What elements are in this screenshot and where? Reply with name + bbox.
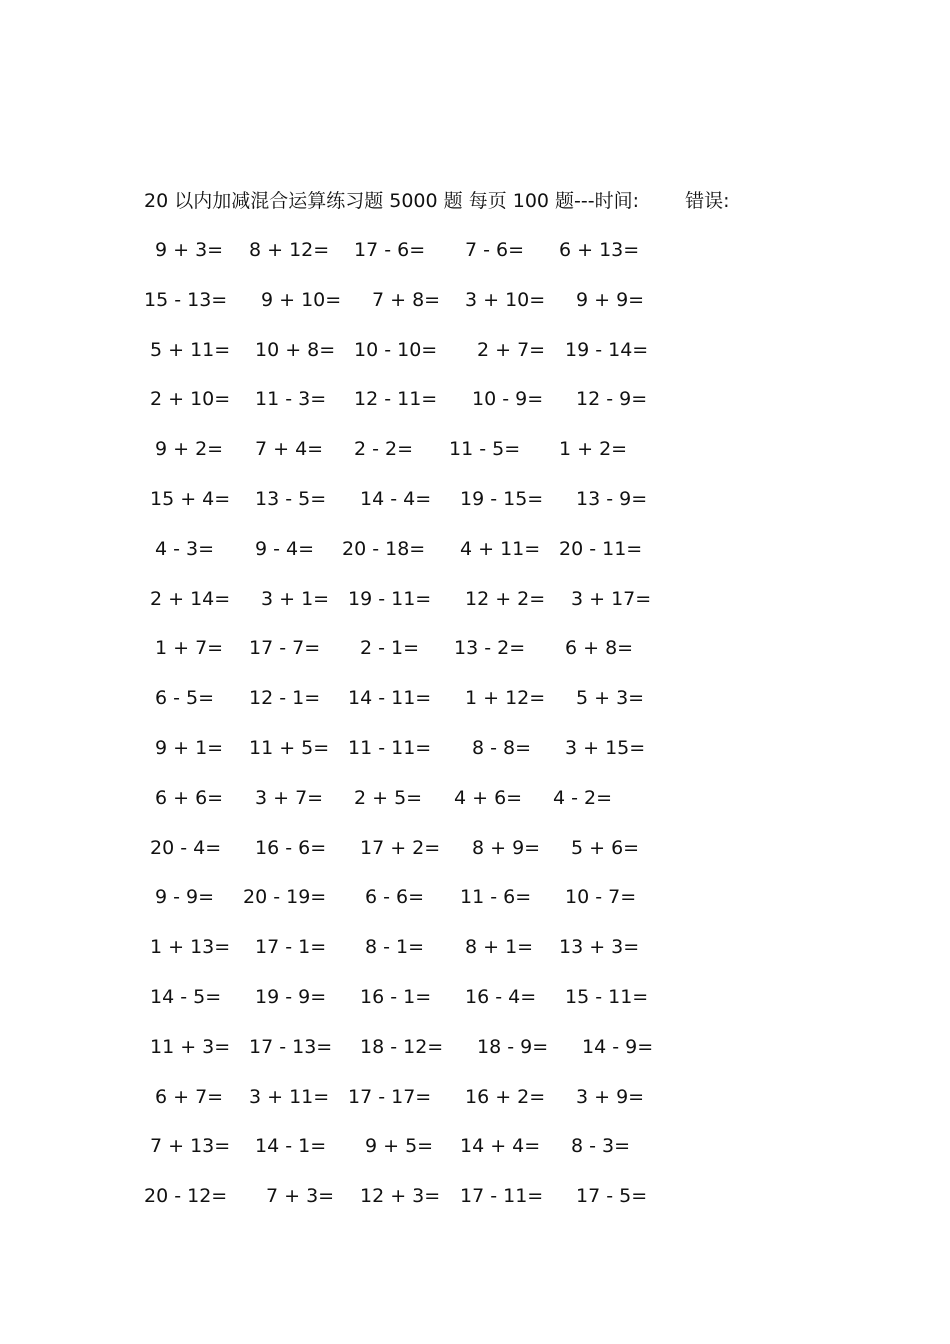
problem-row	[144, 1182, 684, 1232]
math-problem: 7 + 8=	[372, 288, 441, 311]
math-problem: 5 + 6=	[571, 836, 640, 859]
math-problem: 14 - 1=	[255, 1135, 327, 1158]
math-problem: 12 + 2=	[465, 587, 546, 610]
math-problem: 14 - 9=	[582, 1035, 654, 1058]
problem-row	[144, 784, 684, 834]
math-problem: 17 - 1=	[255, 936, 327, 959]
math-problem: 20 - 12=	[144, 1185, 228, 1208]
math-problem: 11 - 6=	[460, 886, 532, 909]
math-problem: 10 - 7=	[565, 886, 637, 909]
math-problem: 13 - 5=	[255, 487, 327, 510]
math-problem: 7 + 3=	[266, 1185, 335, 1208]
problem-row	[144, 385, 684, 435]
problem-row	[144, 734, 684, 784]
math-problem: 11 + 3=	[150, 1035, 231, 1058]
math-problem: 14 - 4=	[360, 487, 432, 510]
math-problem: 2 + 7=	[477, 338, 546, 361]
math-problem: 3 + 1=	[261, 587, 330, 610]
math-problem: 9 + 3=	[155, 239, 224, 261]
math-problem: 4 + 6=	[454, 786, 523, 809]
problem-row	[144, 834, 684, 884]
math-problem: 16 - 4=	[465, 985, 537, 1008]
problem-row	[144, 933, 684, 983]
math-problem: 11 + 5=	[249, 736, 330, 759]
worksheet-title: 20 以内加减混合运算练习题 5000 题 每页 100 题---时间:	[144, 190, 640, 212]
math-problem: 14 - 11=	[348, 687, 432, 710]
problem-grid	[144, 236, 684, 1232]
math-problem: 17 - 13=	[249, 1035, 333, 1058]
math-problem: 19 - 9=	[255, 985, 327, 1008]
math-problem: 7 + 13=	[150, 1135, 231, 1158]
math-problem: 6 - 6=	[365, 886, 425, 909]
math-problem: 1 + 12=	[465, 687, 546, 710]
math-problem: 1 + 2=	[559, 438, 628, 461]
math-problem: 17 + 2=	[360, 836, 441, 859]
math-problem: 19 - 14=	[565, 338, 649, 361]
math-problem: 8 + 1=	[465, 936, 534, 959]
math-problem: 19 - 11=	[348, 587, 432, 610]
math-problem: 4 + 11=	[460, 537, 541, 560]
math-problem: 6 + 6=	[155, 786, 224, 809]
math-problem: 20 - 19=	[243, 886, 327, 909]
problem-row	[144, 485, 684, 535]
math-problem: 8 + 9=	[472, 836, 541, 859]
math-problem: 2 + 10=	[150, 388, 231, 411]
math-problem: 6 - 5=	[155, 687, 215, 710]
problem-row	[144, 336, 684, 386]
math-problem: 17 - 11=	[460, 1185, 544, 1208]
problem-row	[144, 883, 684, 933]
math-problem: 1 + 7=	[155, 637, 224, 660]
math-problem: 17 - 17=	[348, 1085, 432, 1108]
problem-row	[144, 983, 684, 1033]
problem-row	[144, 435, 684, 485]
math-problem: 4 - 3=	[155, 537, 215, 560]
math-problem: 2 - 2=	[354, 438, 414, 461]
math-problem: 11 - 11=	[348, 736, 432, 759]
math-problem: 16 - 1=	[360, 985, 432, 1008]
math-problem: 11 - 5=	[449, 438, 521, 461]
math-problem: 8 + 12=	[249, 239, 330, 261]
math-problem: 16 - 6=	[255, 836, 327, 859]
math-problem: 8 - 3=	[571, 1135, 631, 1158]
errors-label: 错误:	[685, 190, 730, 212]
math-problem: 9 + 10=	[261, 288, 342, 311]
math-problem: 12 + 3=	[360, 1185, 441, 1208]
problem-row	[144, 286, 684, 336]
math-problem: 15 - 11=	[565, 985, 649, 1008]
math-problem: 9 + 2=	[155, 438, 224, 461]
math-problem: 18 - 9=	[477, 1035, 549, 1058]
math-problem: 6 + 13=	[559, 239, 640, 261]
math-problem: 9 - 9=	[155, 886, 215, 909]
math-problem: 13 - 2=	[454, 637, 526, 660]
problem-row	[144, 1132, 684, 1182]
math-problem: 13 + 3=	[559, 936, 640, 959]
math-problem: 16 + 2=	[465, 1085, 546, 1108]
worksheet-header	[144, 186, 729, 216]
problem-row	[144, 585, 684, 635]
math-problem: 9 - 4=	[255, 537, 315, 560]
math-problem: 12 - 11=	[354, 388, 438, 411]
math-problem: 5 + 3=	[576, 687, 645, 710]
math-problem: 2 + 14=	[150, 587, 231, 610]
math-problem: 11 - 3=	[255, 388, 327, 411]
math-problem: 8 - 8=	[472, 736, 532, 759]
math-problem: 5 + 11=	[150, 338, 231, 361]
math-problem: 17 - 5=	[576, 1185, 648, 1208]
math-problem: 6 + 7=	[155, 1085, 224, 1108]
math-problem: 10 - 10=	[354, 338, 438, 361]
math-problem: 3 + 7=	[255, 786, 324, 809]
math-problem: 3 + 15=	[565, 736, 646, 759]
math-problem: 20 - 18=	[342, 537, 426, 560]
math-problem: 20 - 11=	[559, 537, 643, 560]
math-problem: 7 + 4=	[255, 438, 324, 461]
math-problem: 9 + 1=	[155, 736, 224, 759]
math-problem: 9 + 9=	[576, 288, 645, 311]
math-problem: 15 - 13=	[144, 288, 228, 311]
problem-row	[144, 1033, 684, 1083]
math-problem: 3 + 11=	[249, 1085, 330, 1108]
math-problem: 4 - 2=	[553, 786, 613, 809]
math-problem: 15 + 4=	[150, 487, 231, 510]
math-problem: 3 + 10=	[465, 288, 546, 311]
math-problem: 12 - 9=	[576, 388, 648, 411]
math-problem: 19 - 15=	[460, 487, 544, 510]
problem-row	[144, 684, 684, 734]
math-problem: 7 - 6=	[465, 239, 525, 261]
math-problem: 17 - 7=	[249, 637, 321, 660]
math-problem: 1 + 13=	[150, 936, 231, 959]
math-problem: 3 + 17=	[571, 587, 652, 610]
math-problem: 8 - 1=	[365, 936, 425, 959]
problem-row	[144, 634, 684, 684]
math-problem: 10 - 9=	[472, 388, 544, 411]
math-problem: 12 - 1=	[249, 687, 321, 710]
math-problem: 18 - 12=	[360, 1035, 444, 1058]
math-problem: 9 + 5=	[365, 1135, 434, 1158]
math-problem: 10 + 8=	[255, 338, 336, 361]
problem-row	[144, 535, 684, 585]
math-problem: 2 + 5=	[354, 786, 423, 809]
math-problem: 14 + 4=	[460, 1135, 541, 1158]
math-problem: 17 - 6=	[354, 239, 426, 261]
math-problem: 13 - 9=	[576, 487, 648, 510]
math-problem: 3 + 9=	[576, 1085, 645, 1108]
math-problem: 6 + 8=	[565, 637, 634, 660]
problem-row	[144, 236, 684, 286]
math-problem: 20 - 4=	[150, 836, 222, 859]
math-problem: 2 - 1=	[360, 637, 420, 660]
problem-row	[144, 1083, 684, 1133]
math-problem: 14 - 5=	[150, 985, 222, 1008]
